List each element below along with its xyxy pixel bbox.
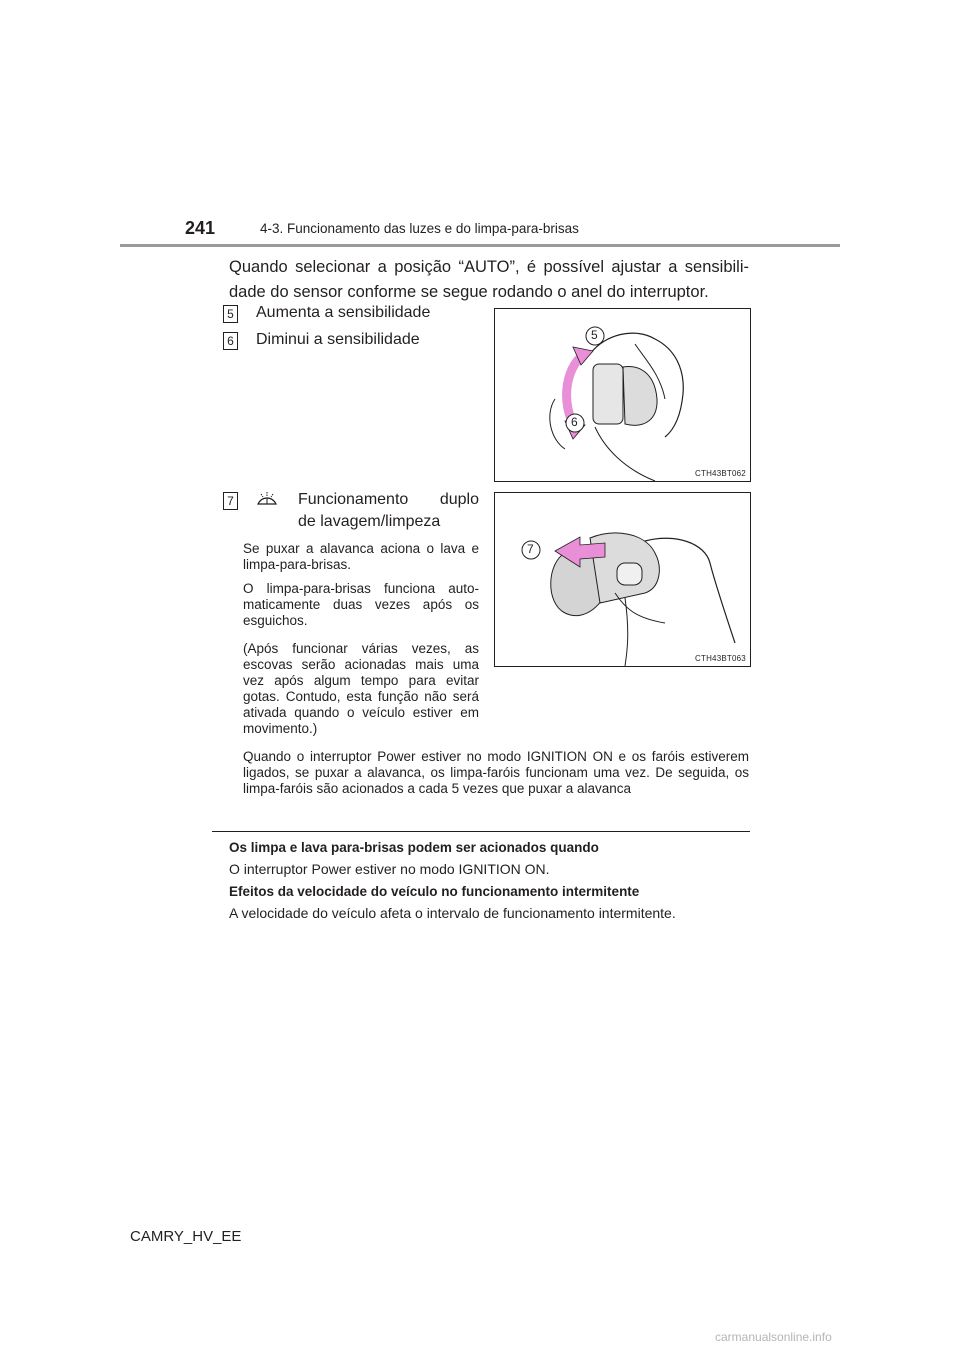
item-5-label: Aumenta a sensibilidade [256,304,431,321]
item-7-detail-1: Se puxar a alavanca aciona o lava e limpa-para-brisas. [243,541,479,572]
figure-sensitivity-ring [494,308,751,482]
note-2-heading: Efeitos da velocidade do veículo no funcionamento intermitente [229,884,640,899]
callout-5-label: 5 [591,328,598,342]
model-code: CAMRY_HV_EE [130,1228,242,1245]
callout-7-label: 7 [527,542,534,556]
washer-wiper-icon [256,490,278,510]
section-title: 4-3. Funcionamento das luzes e do limpa-para-brisas [260,221,579,236]
intro-paragraph: Quando selecionar a posição “AUTO”, é possível ajustar a sensibili-dade do sensor conforme se segue rodando o anel do interruptor. [229,258,749,301]
item-7-label-line1: Funcionamento duplo [298,491,479,508]
figure-code: CTH43BT063 [695,654,746,663]
step-number-7: 7 [223,492,238,510]
item-6-label: Diminui a sensibilidade [256,331,420,348]
note-2-text: A velocidade do veículo afeta o intervalo de funcionamento intermitente. [229,905,676,921]
note-1-text: O interruptor Power estiver no modo IGNITION ON. [229,861,550,877]
item-7-detail-2: O limpa-para-brisas funciona auto-maticamente duas vezes após os esguichos. [243,581,479,628]
note-1-heading: Os limpa e lava para-brisas podem ser acionados quando [229,840,599,855]
header-divider [120,244,840,247]
step-number-6: 6 [223,332,238,350]
sensitivity-ring-illustration [495,309,750,481]
item-7-extra: Quando o interruptor Power estiver no modo IGNITION ON e os faróis estiverem ligados, se puxar a alavanca, os limpa-faróis funcionam uma vez. De seguida, os limpa-faróis são acionados a cada 5 vezes que puxar a alavanca [243,749,749,796]
watermark: carmanualsonline.info [715,1330,832,1344]
washer-lever-illustration [495,493,750,666]
figure-washer-lever [494,492,751,667]
figure-code: CTH43BT062 [695,469,746,478]
page-number: 241 [185,218,216,238]
item-7-label-line2: de lavagem/limpeza [298,513,441,530]
item-7-detail-3: (Após funcionar várias vezes, as escovas serão acionadas mais uma vez após algum tempo para evitar gotas. Contudo, esta função não será ativada quando o veículo estiver em movimento.) [243,641,479,736]
callout-6-label: 6 [571,415,578,429]
step-number-5: 5 [223,305,238,323]
notes-divider [212,831,750,832]
